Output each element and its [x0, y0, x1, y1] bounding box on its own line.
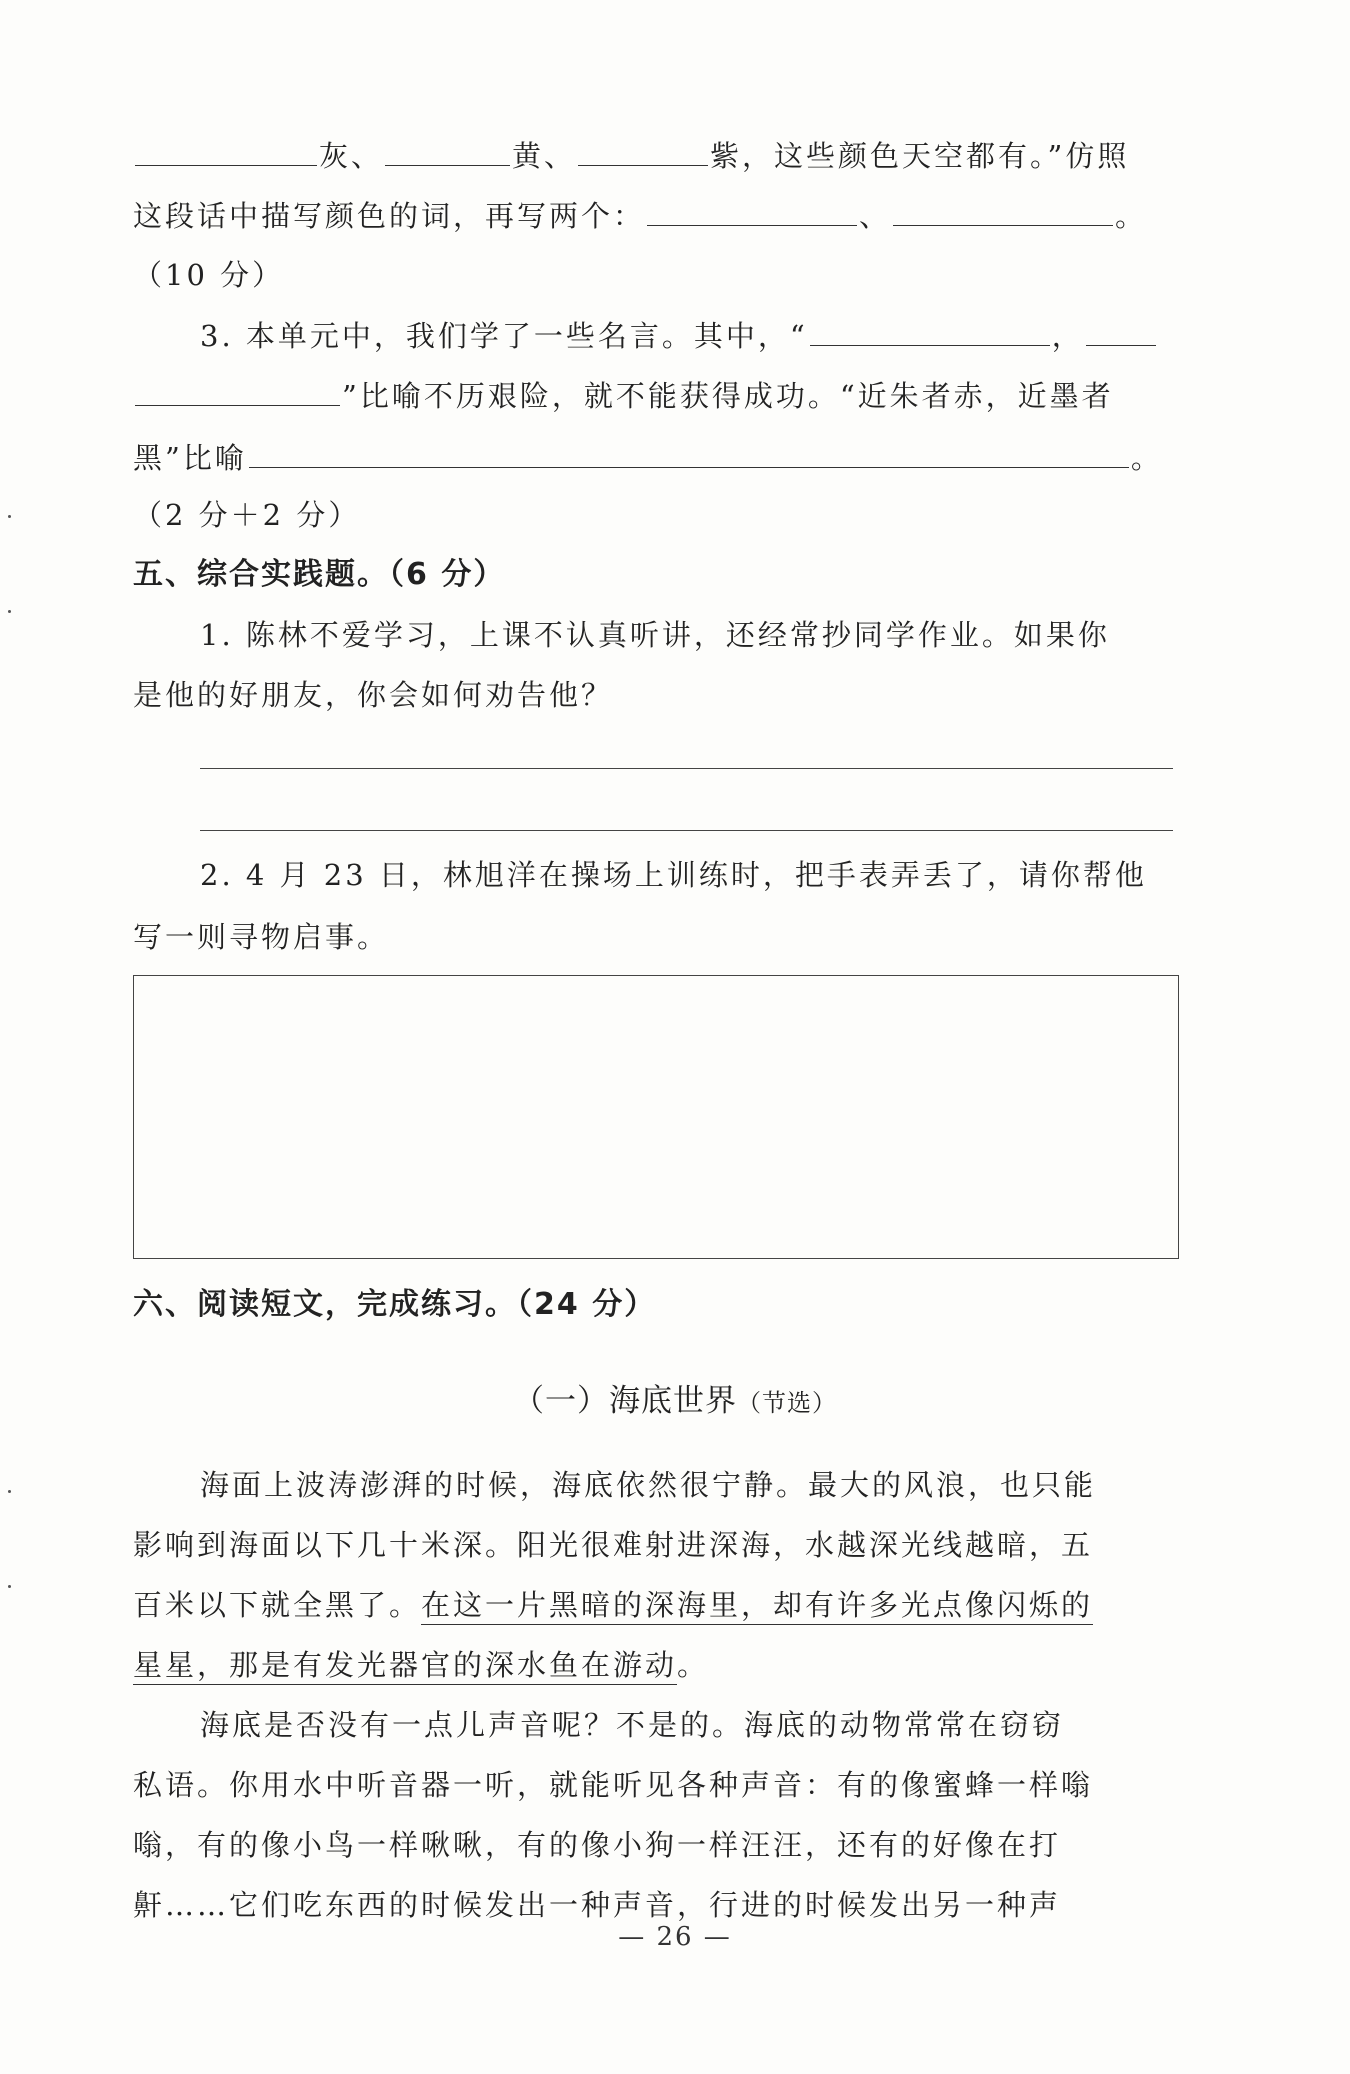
color-words-line-1: 灰、 黄、 紫，这些颜色天空都有。”仿照 [133, 135, 1173, 176]
proverb-question-line-3: 黑”比喻 。 [133, 437, 1173, 478]
score-note: （10 分） [133, 258, 285, 292]
practice-q2-line-2: 写一则寻物启事。 [133, 920, 390, 954]
underlined-sentence: 星星，那是有发光器官的深水鱼在游动 [133, 1648, 677, 1685]
answer-blank[interactable] [1086, 315, 1156, 346]
passage-line: 星星，那是有发光器官的深水鱼在游动。 [133, 1645, 1173, 1685]
answer-blank[interactable] [135, 135, 317, 166]
practice-q2-line-1: 2. 4 月 23 日，林旭洋在操场上训练时，把手表弄丢了，请你帮他 [200, 858, 1147, 892]
passage-line: 海面上波涛澎湃的时候，海底依然很宁静。最大的风浪，也只能 [200, 1468, 1097, 1502]
answer-blank[interactable] [647, 195, 857, 226]
proverb-question-line-2: ”比喻不历艰险，就不能获得成功。“近朱者赤，近墨者 [133, 375, 1173, 416]
practice-q1-line-1: 1. 陈林不爱学习，上课不认真听讲，还经常抄同学作业。如果你 [200, 618, 1110, 652]
margin-dot [8, 515, 11, 518]
answer-blank[interactable] [249, 437, 1129, 468]
passage-line: 鼾……它们吃东西的时候发出一种声音，行进的时候发出另一种声 [133, 1888, 1062, 1922]
color-words-line-2: 这段话中描写颜色的词，再写两个： 、 。 [133, 195, 1173, 236]
margin-dot [8, 1585, 11, 1588]
answer-line[interactable] [200, 768, 1173, 769]
margin-dot [8, 610, 11, 613]
answer-blank[interactable] [810, 315, 1050, 346]
answer-blank[interactable] [135, 375, 340, 406]
answer-line[interactable] [200, 830, 1173, 831]
underlined-sentence: 在这一片黑暗的深海里，却有许多光点像闪烁的 [421, 1588, 1093, 1625]
score-note: （2 分＋2 分） [133, 498, 361, 532]
reading-title: （一）海底世界（节选） [513, 1383, 837, 1419]
margin-dot [8, 1490, 11, 1493]
passage-line: 百米以下就全黑了。在这一片黑暗的深海里，却有许多光点像闪烁的 [133, 1585, 1173, 1625]
answer-blank[interactable] [893, 195, 1113, 226]
writing-box[interactable] [133, 975, 1179, 1259]
section-six-heading: 六、阅读短文，完成练习。（24 分） [133, 1287, 657, 1322]
section-five-heading: 五、综合实践题。（6 分） [133, 557, 506, 592]
page-number: — 26 — [618, 1922, 732, 1952]
answer-blank[interactable] [578, 135, 708, 166]
passage-line: 影响到海面以下几十米深。阳光很难射进深海，水越深光线越暗，五 [133, 1528, 1094, 1562]
answer-blank[interactable] [385, 135, 510, 166]
passage-line: 海底是否没有一点儿声音呢？不是的。海底的动物常常在窃窃 [200, 1708, 1065, 1742]
proverb-question-line-1: 3. 本单元中，我们学了一些名言。其中，“ ， [200, 315, 1173, 356]
practice-q1-line-2: 是他的好朋友，你会如何劝告他？ [133, 678, 614, 712]
passage-line: 私语。你用水中听音器一听，就能听见各种声音：有的像蜜蜂一样嗡 [133, 1768, 1094, 1802]
passage-line: 嗡，有的像小鸟一样啾啾，有的像小狗一样汪汪，还有的好像在打 [133, 1828, 1062, 1862]
